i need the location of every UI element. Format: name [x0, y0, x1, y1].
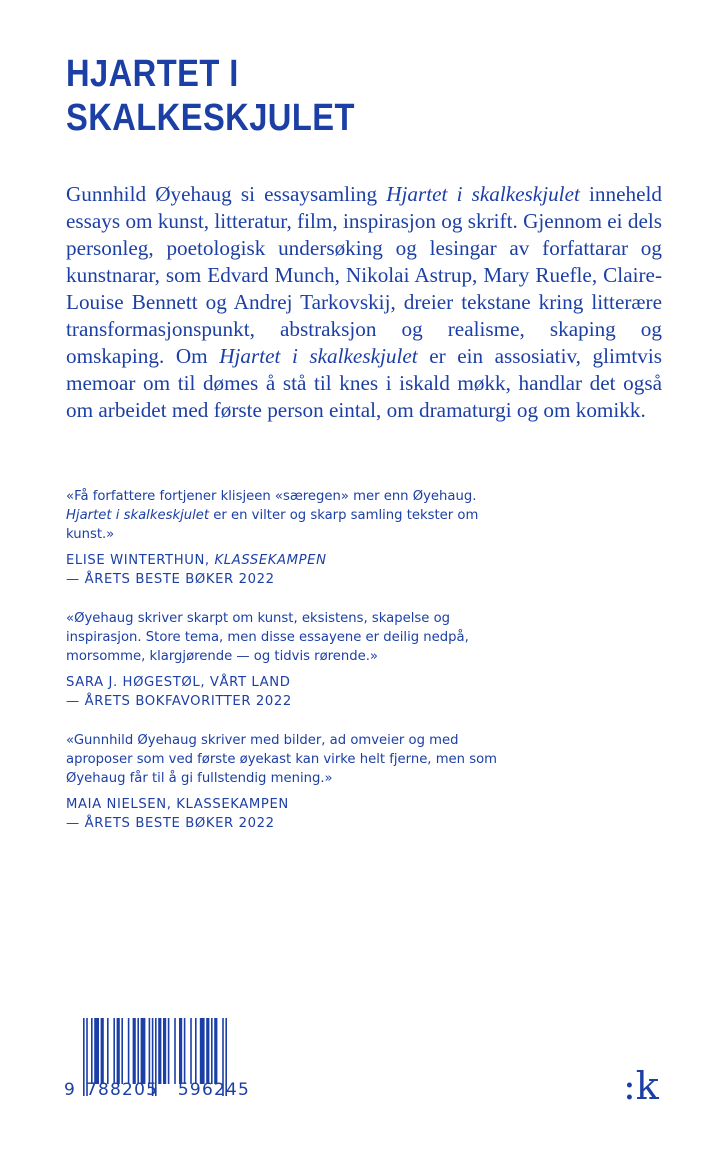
- attribution-line-2: — ÅRETS BESTE BØKER 2022: [66, 572, 275, 588]
- barcode-bar: [214, 1018, 217, 1084]
- barcode-bar: [91, 1018, 93, 1084]
- barcode-bar: [158, 1018, 161, 1084]
- isbn-digits: 788205 596245: [86, 1080, 251, 1100]
- barcode-bar: [83, 1018, 85, 1096]
- book-title: [66, 52, 355, 140]
- isbn-leading-digit: 9: [64, 1080, 77, 1100]
- quote-text-part-b: er en vilter og skarp samling tekster om kunst.»: [66, 507, 479, 542]
- publisher-logo: :k: [623, 1064, 659, 1108]
- barcode-bar: [190, 1018, 192, 1084]
- barcode-bar: [184, 1018, 186, 1084]
- barcode-bar: [133, 1018, 136, 1084]
- publication-name: KLASSEKAMPEN: [214, 553, 327, 569]
- barcode-bar: [211, 1018, 213, 1084]
- barcode-bar: [149, 1018, 151, 1084]
- review-attribution: [66, 796, 506, 834]
- attribution-line-2: — ÅRETS BOKFAVORITTER 2022: [66, 694, 292, 710]
- barcode-bar: [174, 1018, 176, 1084]
- quote-text-part-a: «Få forfattere fortjener klisjeen «særegen» mer enn Øyehaug.: [66, 489, 477, 504]
- description-part-2: inneheld essays om kunst, litteratur, film, inspirasjon og skrift. Gjennom ei dels personleg, poetologisk undersøking og lesingar av forfattarar og kunstnarar, som Edvard Munch, Nikolai Astrup, Mary Ruefle, Claire-Louise Bennett og Andrej Tarkovskij, dreier tekstane kring litterære transformasjonspunkt, abstraksjon og realisme, skaping og omskaping. Om: [66, 182, 662, 368]
- barcode-bar: [195, 1018, 197, 1084]
- barcode-bar: [168, 1018, 170, 1084]
- review-quote-text: «Øyehaug skriver skarpt om kunst, eksistens, skapelse og inspirasjon. Store tema, men disse essayene er deilig nedpå, morsomme, klargjørende — og tidvis rørende.»: [66, 610, 469, 664]
- description-italic-title-2: Hjartet i skalkeskjulet: [219, 344, 418, 368]
- review-attribution: [66, 674, 506, 712]
- barcode-bar: [94, 1018, 99, 1084]
- attribution-line-1: MAIA NIELSEN, KLASSEKAMPEN: [66, 797, 289, 813]
- barcode-bar: [141, 1018, 146, 1084]
- barcode-bar: [137, 1018, 139, 1084]
- barcode-bar: [107, 1018, 109, 1084]
- quote-italic-title: Hjartet i skalkeskjulet: [66, 507, 210, 523]
- review-attribution: [66, 552, 506, 590]
- reviewer-name: ELISE WINTERTHUN,: [66, 553, 215, 569]
- review-quote-text: [66, 488, 506, 544]
- book-description: [66, 181, 662, 424]
- barcode-bar: [200, 1018, 205, 1084]
- book-title-line-1: HJARTET I: [66, 53, 239, 95]
- barcode-bar: [128, 1018, 130, 1084]
- barcode-bar: [206, 1018, 209, 1084]
- attribution-line-1: SARA J. HØGESTØL, VÅRT LAND: [66, 675, 291, 691]
- description-part-3: er ein assosiativ, glimtvis memoar om til dømes å stå til knes i iskald møkk, handlar det også om arbeidet med første person eintal, om dramaturgi og om komikk.: [66, 344, 662, 422]
- barcode-bar: [113, 1018, 115, 1084]
- barcode-bar: [121, 1018, 123, 1084]
- description-part-1: Gunnhild Øyehaug si essaysamling: [66, 182, 387, 206]
- review-quote-block: [66, 732, 506, 834]
- review-quotes: [66, 488, 506, 854]
- description-italic-title-1: Hjartet i skalkeskjulet: [386, 182, 580, 206]
- review-quote-text: «Gunnhild Øyehaug skriver med bilder, ad omveier og med aproposer som ved første øyekast kan virke helt fjerne, men som Øyehaug får til å gi fullstendig mening.»: [66, 732, 497, 786]
- review-quote-block: [66, 610, 506, 712]
- barcode-bar: [117, 1018, 120, 1084]
- barcode-bar: [101, 1018, 104, 1084]
- barcode-bar: [179, 1018, 182, 1084]
- book-title-line-2: SKALKESKJULET: [66, 97, 355, 139]
- attribution-line-2: — ÅRETS BESTE BØKER 2022: [66, 816, 275, 832]
- barcode-bar: [163, 1018, 166, 1084]
- review-quote-block: [66, 488, 506, 590]
- attribution-line-1: [66, 552, 506, 571]
